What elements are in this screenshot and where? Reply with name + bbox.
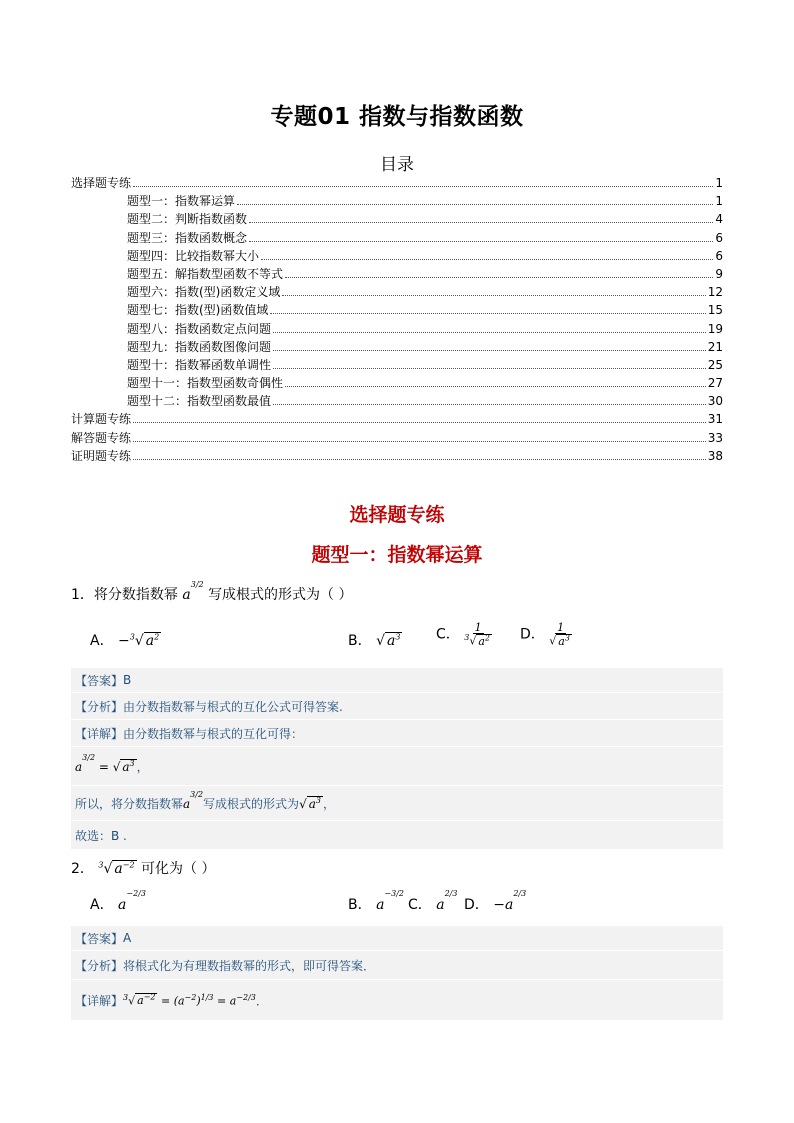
toc-entry-label: 题型二：判断指数函数	[127, 212, 248, 227]
q2-detail-equation: $^3$√ $a^{-2} = (a^{-2})^{1/3} = a^{-2/3}$	[123, 992, 256, 1008]
toc-leader-dots	[261, 258, 713, 260]
q2-option-c[interactable]: C． $a^{2/3}$	[408, 889, 458, 913]
toc-entry[interactable]	[71, 410, 723, 428]
toc-entry-page: 27	[707, 376, 723, 391]
toc-entry-label: 题型八：指数函数定点问题	[127, 321, 272, 336]
q1-option-b[interactable]: B． √ $a^3$	[348, 632, 401, 649]
toc-entry[interactable]	[71, 338, 723, 356]
q2-expression: $^3$√ $a^{-2}$	[98, 860, 135, 877]
q1-stem-suffix: 写成根式的形式为（ ）	[208, 587, 353, 603]
q1-option-d[interactable]: D． $\frac{1}{√ a^3}$	[520, 621, 570, 648]
toc-entry-label: 题型一：指数幂运算	[127, 194, 236, 209]
q1-option-c-math: $\frac{1}{^3√ a^2}$	[464, 621, 490, 648]
toc-entry-page: 9	[715, 266, 723, 281]
q1-equation: $a^{3/2}$ = √ $a^3$	[75, 752, 135, 774]
toc-entry-page: 30	[707, 394, 723, 409]
toc-entry-page: 31	[707, 412, 723, 427]
toc-entry[interactable]	[71, 320, 723, 338]
q2-option-d[interactable]: D． $-a^{2/3}$	[464, 889, 527, 913]
q2-option-a[interactable]: A． $a^{-2/3}$	[90, 889, 146, 913]
toc-entry-label: 题型九：指数函数图像问题	[127, 339, 272, 354]
toc-leader-dots	[285, 385, 706, 387]
q1-equation-row: $a^{3/2}$ = √ $a^3$ ，	[71, 747, 723, 786]
toc-entry[interactable]	[71, 429, 723, 447]
toc-leader-dots	[270, 312, 705, 314]
q1-choose-row: 故选：B .	[71, 821, 723, 850]
toc-entry-label: 证明题专练	[71, 448, 132, 463]
q2-detail-row: 【详解】 $^3$√ $a^{-2} = (a^{-2})^{1/3} = a^{-2/3}$ ．	[71, 980, 723, 1021]
toc-entry-label: 题型十：指数幂函数单调性	[127, 357, 272, 372]
q2-answer-row: 【答案】 A	[71, 926, 723, 951]
toc-entry[interactable]	[71, 374, 723, 392]
toc-entry[interactable]	[71, 301, 723, 319]
toc-entry-label: 选择题专练	[71, 176, 132, 190]
q1-answer-row: 【答案】 B	[71, 668, 723, 693]
toc-entry-page: 6	[715, 248, 723, 263]
toc-entry-label: 题型十一：指数型函数奇偶性	[127, 376, 284, 391]
toc-entry-page: 1	[715, 176, 723, 190]
q1-analysis-row: 【分析】 由分数指数幂与根式的互化公式可得答案.	[71, 693, 723, 720]
toc-leader-dots	[249, 240, 713, 242]
toc-entry-label: 题型七：指数(型)函数值域	[127, 303, 269, 318]
toc-entry[interactable]	[71, 447, 723, 465]
toc-entry-label: 题型五：解指数型函数不等式	[127, 266, 284, 281]
toc-entry-label: 题型三：指数函数概念	[127, 230, 248, 245]
toc-entry-page: 15	[707, 303, 723, 318]
q1-option-a[interactable]: A． −$^3$√ $a^2$	[90, 632, 160, 649]
q2-analysis-row: 【分析】 将根式化为有理数指数幂的形式，即可得答案．	[71, 951, 723, 980]
q1-expression: $a^{3/2}$	[182, 580, 204, 603]
toc-entry-page: 21	[707, 339, 723, 354]
toc-entry-page: 38	[707, 448, 723, 463]
toc-entry-label: 题型四：比较指数幂大小	[127, 248, 260, 263]
q1-detail-row: 【详解】 由分数指数幂与根式的互化可得：	[71, 720, 723, 747]
page-title: 专题01 指数与指数函数	[270, 104, 524, 130]
toc-entry[interactable]	[71, 210, 723, 228]
toc-leader-dots	[133, 458, 706, 460]
toc-entry[interactable]	[71, 229, 723, 247]
section-heading: 选择题专练	[349, 504, 445, 526]
q1-solution-block	[71, 668, 723, 850]
toc-entry-label: 题型六：指数(型)函数定义域	[127, 285, 281, 300]
toc-entry-page: 4	[715, 212, 723, 227]
toc-leader-dots	[282, 294, 705, 296]
toc-entry-page: 6	[715, 230, 723, 245]
toc-leader-dots	[133, 440, 706, 442]
toc-entry[interactable]	[71, 192, 723, 210]
subsection-heading: 题型一：指数幂运算	[311, 544, 483, 566]
toc-entry-page: 19	[707, 321, 723, 336]
toc-leader-dots	[133, 421, 706, 423]
toc-entry[interactable]	[71, 283, 723, 301]
toc-entry-label: 题型十二：指数型函数最值	[127, 394, 272, 409]
toc-entry-page: 12	[707, 285, 723, 300]
toc-entry[interactable]	[71, 356, 723, 374]
toc-entry-label: 计算题专练	[71, 412, 132, 427]
toc-heading: 目录	[380, 155, 414, 175]
toc-leader-dots	[273, 331, 706, 333]
toc-leader-dots	[273, 367, 706, 369]
toc-entry-page: 25	[707, 357, 723, 372]
toc-entry[interactable]	[71, 265, 723, 283]
q1-option-c[interactable]: C． $\frac{1}{^3√ a^2}$	[436, 621, 490, 648]
q1-option-d-math: $\frac{1}{√ a^3}$	[549, 621, 570, 648]
toc-leader-dots	[133, 185, 713, 187]
q1-option-b-math: √ $a^3$	[376, 632, 401, 649]
q2-option-b[interactable]: B． $a^{-3/2}$	[348, 889, 404, 913]
toc-entry[interactable]	[71, 392, 723, 410]
q1-option-a-math: −$^3$√ $a^2$	[118, 632, 160, 649]
toc-entry-label: 解答题专练	[71, 430, 132, 445]
toc-entry-page: 33	[707, 430, 723, 445]
toc-leader-dots	[273, 349, 706, 351]
question-2-stem: 2． $^3$√ $a^{-2}$ 可化为（ ）	[71, 860, 216, 877]
q1-conclusion-row: 所以，将分数指数幂 $a^{3/2}$ 写成根式的形式为 √ $a^3$ ，	[71, 786, 723, 821]
table-of-contents	[71, 174, 723, 465]
question-1-stem	[71, 580, 353, 604]
q2-solution-block	[71, 926, 723, 1021]
toc-entry-page: 1	[715, 194, 723, 209]
toc-leader-dots	[273, 403, 706, 405]
q1-stem-prefix: 1．将分数指数幂	[71, 587, 178, 603]
toc-leader-dots	[285, 276, 713, 278]
toc-entry[interactable]	[71, 247, 723, 265]
toc-leader-dots	[249, 221, 713, 223]
toc-entry[interactable]	[71, 174, 723, 192]
toc-leader-dots	[237, 203, 713, 205]
